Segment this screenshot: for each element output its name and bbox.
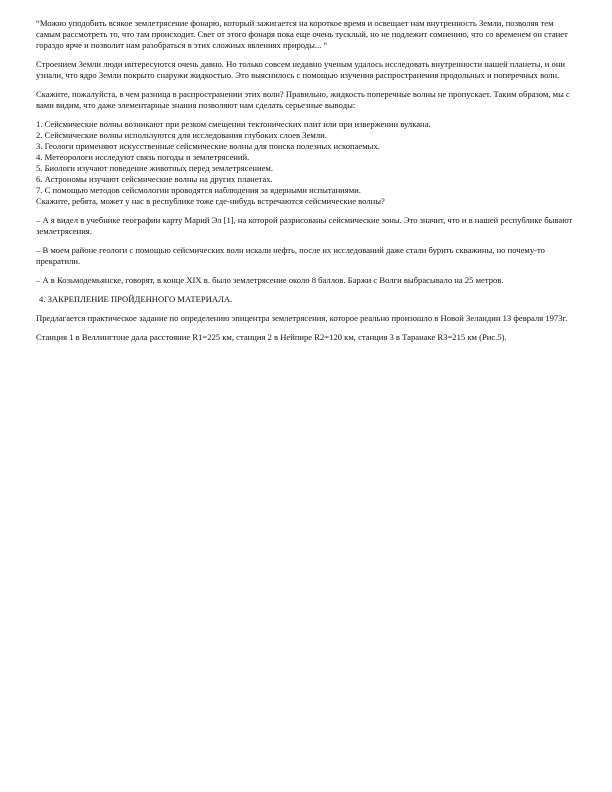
- earth-structure-paragraph: Строением Земли люди интересуются очень давно. Но только совсем недавно ученым удалось исследовать внутренности нашей планеты, и они узнали, что ядро Земли покрыто снаружи жидкостью. Это выяснилось с помощью изучения распространения продольных и поперечных волн.: [36, 59, 566, 80]
- list-item: 6. Астрономы изучают сейсмические волны на других планетах.: [36, 174, 273, 184]
- list-item: 7. С помощью методов сейсмологии проводятся наблюдения за ядерными испытаниями.: [36, 185, 361, 195]
- list-item: 2. Сейсмические волны используются для исследования глубоких слоев Земли.: [36, 130, 327, 140]
- section-heading: 4. ЗАКРЕПЛЕНИЕ ПРОЙДЕННОГО МАТЕРИАЛА.: [39, 294, 233, 304]
- opening-quote: “Можно уподобить всякое землетрясение фонарю, который зажигается на короткое время и освещает нам внутренность Земли, позволяя тем самым рассмотреть то, что там происходит. Свет от этого фонаря пока еще очень тусклый, но не подлежит сомнению, что со временем он станет гораздо ярче и позволит нам разобраться в этих сложных явлениях природы... “: [36, 18, 568, 50]
- student-answer-kozmodemyansk: – А в Козьмодемьянске, говорят, в конце XIX в. было землетрясение около 8 баллов. Баржи с Волги выбрасывало на 25 метров.: [36, 275, 504, 285]
- student-answer-map: – А я видел в учебнике географии карту Марий Эл [1], на которой разрисованы сейсмические зоны. Это значит, что и в нашей республике бывают землетрясения.: [36, 215, 573, 236]
- wave-question-paragraph: Скажите, пожалуйста, в чем разница в распространении этих волн? Правильно, жидкость поперечные волны не пропускает. Таким образом, мы с вами видим, что даже элементарные знания позволяют нам сделать серьезные выводы:: [36, 89, 570, 110]
- student-answer-oil: – В моем районе геологи с помощью сейсмических волн искали нефть, после их исследований даже стали бурить скважины, но почему-то прекратили.: [36, 245, 545, 266]
- task-intro-paragraph: Предлагается практическое задание по определению эпицентра землетрясения, которое реально произошло в Новой Зеландии 13 февраля 1973г.: [36, 313, 568, 323]
- list-item: 5. Биологи изучают поведение животных перед землетрясением.: [36, 163, 273, 173]
- conclusions-list: [36, 119, 576, 207]
- list-item: 4. Метеорологи исследуют связь погоды и землетрясений.: [36, 152, 250, 162]
- list-item: 1. Сейсмические волны возникают при резком смещении тектонических плит или при извержении вулкана.: [36, 119, 431, 129]
- list-item: Скажите, ребята, может у нас в республике тоже где-нибудь встречаются сейсмические волны?: [36, 196, 385, 206]
- list-item: 3. Геологи применяют искусственные сейсмические волны для поиска полезных ископаемых.: [36, 141, 380, 151]
- task-data-paragraph: Станция 1 в Веллингтоне дала расстояние R1=225 км, станция 2 в Нейпире R2=120 км, станция 3 в Таранаке R3=215 км (Рис.5).: [36, 332, 507, 342]
- document-page: [36, 18, 576, 351]
